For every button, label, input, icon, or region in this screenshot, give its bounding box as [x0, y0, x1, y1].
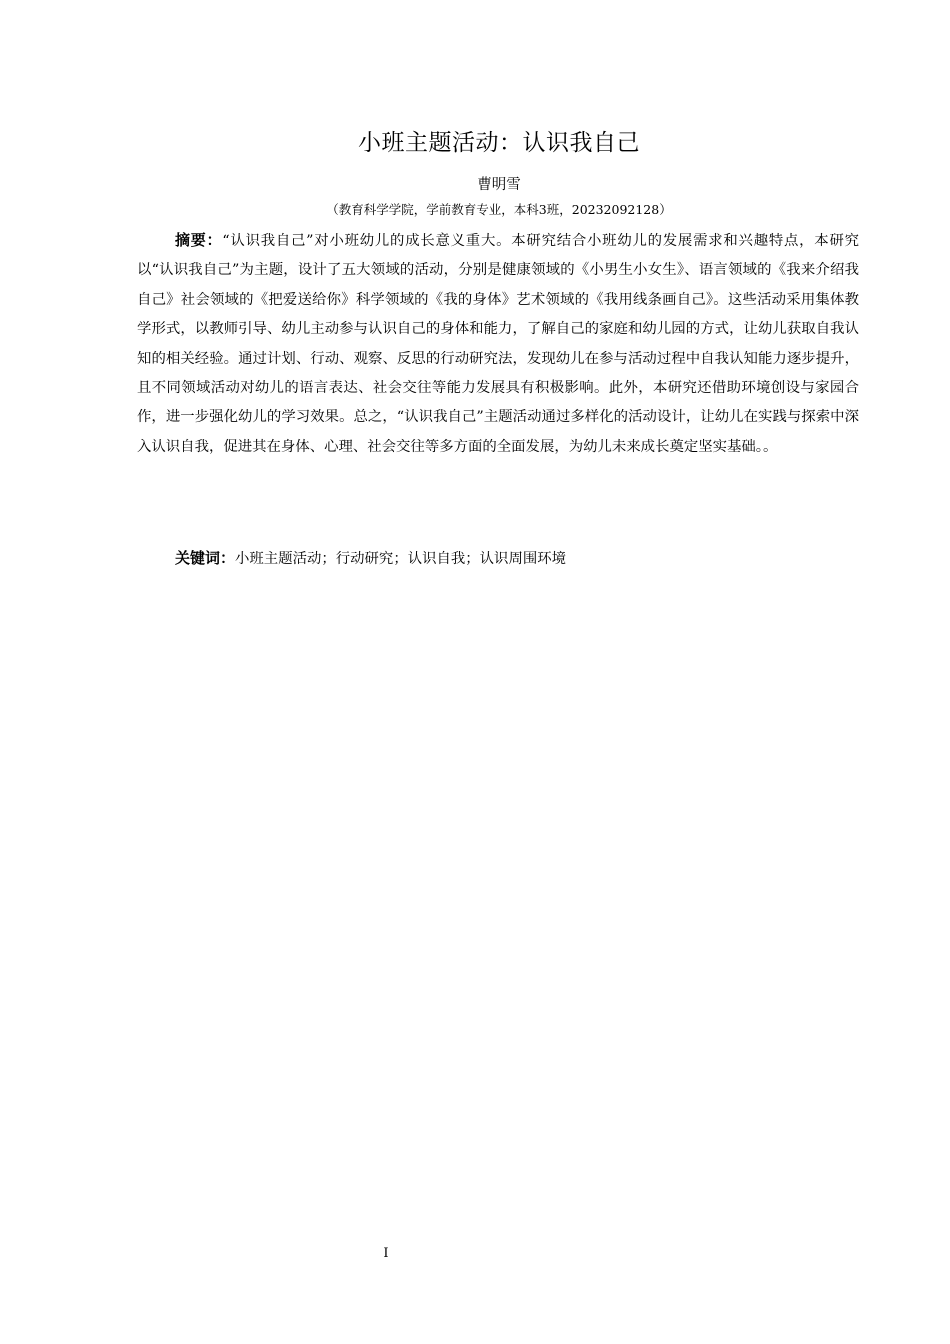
paper-title: 小班主题活动：认识我自己 — [358, 130, 640, 156]
abstract-paragraph — [137, 226, 859, 462]
abstract-label: 摘要： — [175, 231, 223, 249]
page-number: I — [383, 1246, 389, 1261]
keywords-line — [175, 544, 566, 574]
keywords-label: 关键词： — [175, 549, 236, 567]
keywords-text: 小班主题活动；行动研究；认识自我；认识周围环境 — [235, 551, 567, 567]
author-name: 曹明雪 — [477, 177, 521, 193]
abstract-text: “认识我自己”对小班幼儿的成长意义重大。本研究结合小班幼儿的发展需求和兴趣特点，本研究以“认识我自己”为主题，设计了五大领域的活动，分别是健康领域的《小男生小女生》、语言领域的《我来介绍我自己》社会领域的《把爱送给你》科学领域的《我的身体》艺术领域的《我用线条画自己》。这些活动采用集体教学形式，以教师引导、幼儿主动参与认识自己的身体和能力，了解自己的家庭和幼儿园的方式，让幼儿获取自我认知的相关经验。通过计划、行动、观察、反思的行动研究法，发现幼儿在参与活动过程中自我认知能力逐步提升，且不同领域活动对幼儿的语言表达、社会交往等能力发展具有积极影响。此外，本研究还借助环境创设与家园合作，进一步强化幼儿的学习效果。总之，“认识我自己”主题活动通过多样化的活动设计，让幼儿在实践与探索中深入认识自我，促进其在身体、心理、社会交往等多方面的全面发展，为幼儿未来成长奠定坚实基础。。 — [137, 233, 859, 455]
author-affiliation: （教育科学学院，学前教育专业，本科3班，20232092128） — [326, 202, 672, 217]
